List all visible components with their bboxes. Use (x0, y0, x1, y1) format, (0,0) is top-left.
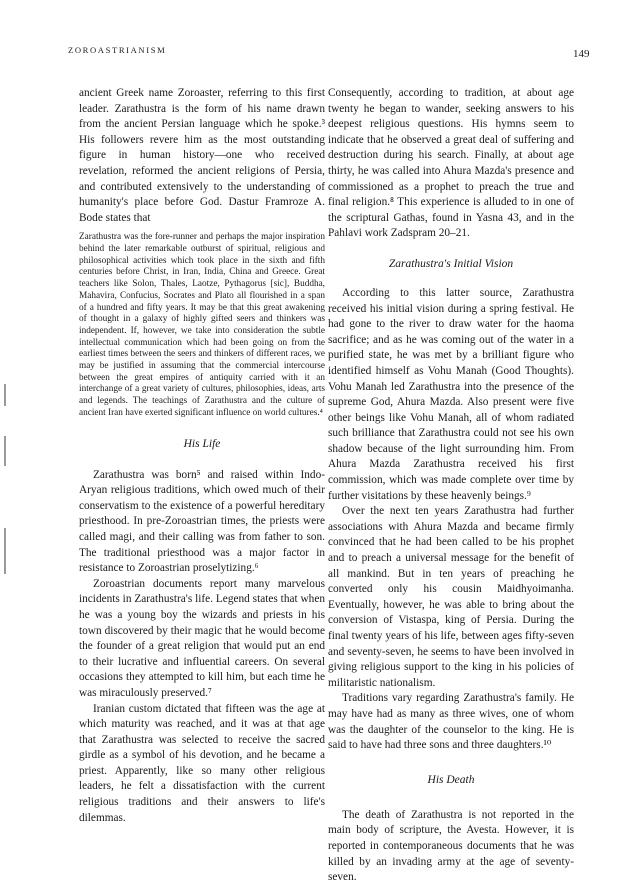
body-paragraph: The death of Zarathustra is not reported in the main body of scripture, the Avesta. However, it is reported in contemporaneous documents that he was killed by an invading army at the age of seventy-seven. (328, 808, 574, 884)
body-paragraph: Iranian custom dictated that fifteen was the age at which maturity was reached, and it was at that age that Zarathustra was selected to receive the sacred girdle as a symbol of his devotion, and he became a priest. Apparently, like so many other religious leaders, he felt a dissatisfaction with the current religious traditions and their answers to life's dilemmas. (79, 702, 325, 824)
scan-edge-mark (4, 384, 6, 406)
scan-edge-mark (4, 436, 6, 466)
section-heading-his-life: His Life (183, 437, 221, 450)
right-column (328, 86, 574, 886)
body-paragraph: Zoroastrian documents report many marvelous incidents in Zarathustra's life. Legend states that when he was a young boy the wizards and priests in his town discovered by their magic that he would become the founder of a great religion that would put an end to their lucrative and influential careers. On several occasions they attempted to kill him, but each time he was miraculously preserved.⁷ (79, 577, 325, 699)
scan-edge-mark (4, 528, 6, 574)
section-heading-initial-vision: Zarathustra's Initial Vision (388, 257, 514, 270)
body-paragraph: ancient Greek name Zoroaster, referring to this first leader. Zarathustra is the form of his name drawn from the ancient Persian language which he spoke.³ His followers revere him as the most outstanding figure in human history—one who received revelation, reformed the ancient religions of Persia, and contributed extensively to the understanding of humanity's place before God. Dastur Framroze A. Bode states that (79, 87, 325, 224)
running-head: ZOROASTRIANISM (68, 45, 167, 55)
body-paragraph: Over the next ten years Zarathustra had further associations with Ahura Mazda and became firmly convinced that he had been called to be his prophet and to preach a universal message for the benefit of all mankind. But in ten years of preaching he converted only his cousin Maidhyoimanha. Eventually, however, he was able to bring about the conversion of Vistaspa, king of Persia. During the final twenty years of his life, between ages fifty-seven and seventy-seven, he seems to have been involved in giving religious support to the king in his policies of militaristic nationalism. (328, 505, 574, 689)
body-paragraph: According to this latter source, Zarathustra received his initial vision during a spring festival. He had gone to the river to draw water for the haoma sacrifice; and as he was coming out of the water in a purified state, he was met by a brilliant figure who identified himself as Vohu Manah (Good Thoughts). Vohu Manah led Zarathustra into the presence of the supreme God, Ahura Mazda. Also present were five other beings like Vohu Manah, all of whom radiated such brilliance that Zarathustra could not see his own shadow because of the light surrounding him. From Ahura Mazda Zarathustra received his first commission, which was made complete over time by further visitations by these heavenly beings.⁹ (328, 286, 574, 502)
block-quote: Zarathustra was the fore-runner and perhaps the major inspiration behind the later remarkable outburst of spiritual, religious and philosophical activities which took place in the sixth and fifth centuries before Christ, in Iran, India, China and Greece. Great teachers like Solon, Thales, Laotze, Pythagorus [sic], Buddha, Mahavira, Confucius, Socrates and Plato all flourished in a span of a hundred and fifty years. It may be that this great awakening of thought in a galaxy of highly gifted seers and thinkers was independent. If, however, we take into consideration the subtle intellectual communication which had been going on from the earliest times between the seers and thinkers of different races, we may be justified in assuming that the commercial intercourse between the great empires of antiquity carried with it an interchange of a great variety of cultures, philosophies, ideas, arts and legends. The teachings of Zarathustra and the culture of ancient Iran have exerted significant influence on world cultures.⁴ (79, 232, 325, 418)
body-paragraph: Consequently, according to tradition, at about age twenty he began to wander, seeking answers to his deepest religious questions. His hymns seem to indicate that he observed a great deal of suffering and destruction during his search. Finally, at about age thirty, he was called into Ahura Mazda's presence and commissioned as a prophet to preach the true and final religion.⁸ This experience is alluded to in one of the scriptural Gathas, found in Yasna 43, and in the Pahlavi work Zadspram 20–21. (328, 87, 574, 240)
left-column (79, 86, 325, 826)
body-paragraph: Zarathustra was born⁵ and raised within Indo-Aryan religious traditions, which owed much of their conservatism to the existence of a powerful hereditary priesthood. In pre-Zoroastrian times, the priests were called magi, and their calling was from father to son. The traditional priesthood was a major factor in resistance to Zoroastrian proselytizing.⁶ (79, 468, 325, 575)
page-number: 149 (573, 48, 590, 60)
body-paragraph: Traditions vary regarding Zarathustra's family. He may have had as many as three wives, one of whom was the daughter of the counselor to the king. He is said to have had three sons and three daughters.¹⁰ (328, 692, 574, 752)
section-heading-his-death: His Death (427, 773, 475, 786)
